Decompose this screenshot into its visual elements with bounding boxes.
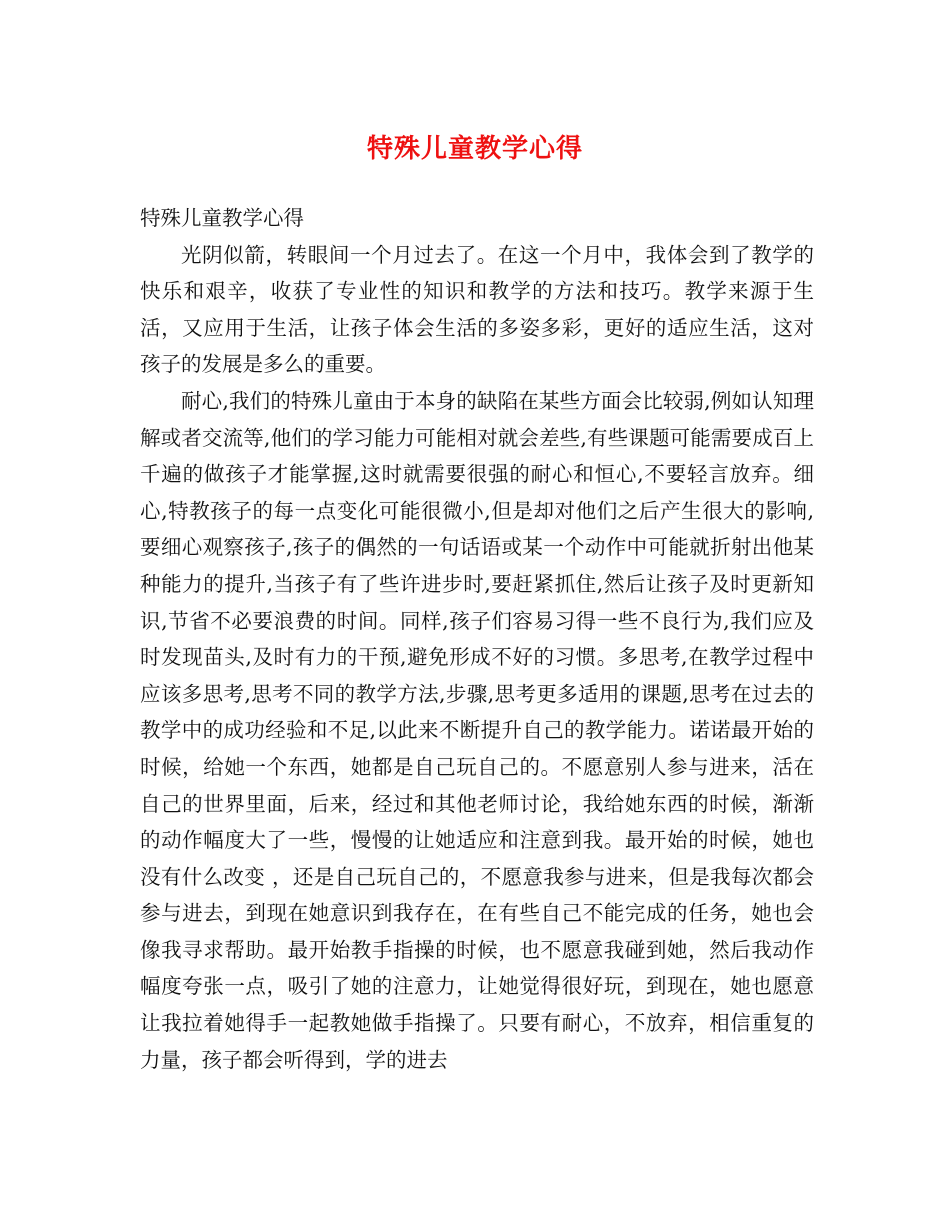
document-body	[140, 200, 814, 1078]
paragraph-2: 耐心,我们的特殊儿童由于本身的缺陷在某些方面会比较弱,例如认知理解或者交流等,他们的学习能力可能相对就会差些,有些课题可能需要成百上千遍的做孩子才能掌握,这时就需要很强的耐心和恒心,不要轻言放弃。细心,特教孩子的每一点变化可能很微小,但是却对他们之后产生很大的影响,要细心观察孩子,孩子的偶然的一句话语或某一个动作中可能就折射出他某种能力的提升,当孩子有了些许进步时,要赶紧抓住,然后让孩子及时更新知识,节省不必要浪费的时间。同样,孩子们容易习得一些不良行为,我们应及时发现苗头,及时有力的干预,避免形成不好的习惯。多思考,在教学过程中应该多思考,思考不同的教学方法,步骤,思考更多适用的课题,思考在过去的教学中的成功经验和不足,以此来不断提升自己的教学能力。诺诺最开始的时候，给她一个东西，她都是自己玩自己的。不愿意别人参与进来，活在自己的世界里面，后来，经过和其他老师讨论，我给她东西的时候，渐渐的动作幅度大了一些，慢慢的让她适应和注意到我。最开始的时候，她也没有什么改变 ，还是自己玩自己的，不愿意我参与进来，但是我每次都会参与进去，到现在她意识到我存在，在有些自己不能完成的任务，她也会像我寻求帮助。最开始教手指操的时候，也不愿意我碰到她，然后我动作幅度夸张一点，吸引了她的注意力，让她觉得很好玩，到现在，她也愿意让我拉着她得手一起教她做手指操了。只要有耐心，不放弃，相信重复的力量，孩子都会听得到，学的进去	[140, 388, 814, 1072]
document-title: 特殊儿童教学心得	[366, 134, 583, 164]
document-subtitle: 特殊儿童教学心得	[140, 206, 304, 230]
paragraph-1: 光阴似箭，转眼间一个月过去了。在这一个月中，我体会到了教学的快乐和艰辛，收获了专业性的知识和教学的方法和技巧。教学来源于生活，又应用于生活，让孩子体会生活的多姿多彩，更好的适应生活，这对孩子的发展是多么的重要。	[140, 242, 814, 377]
